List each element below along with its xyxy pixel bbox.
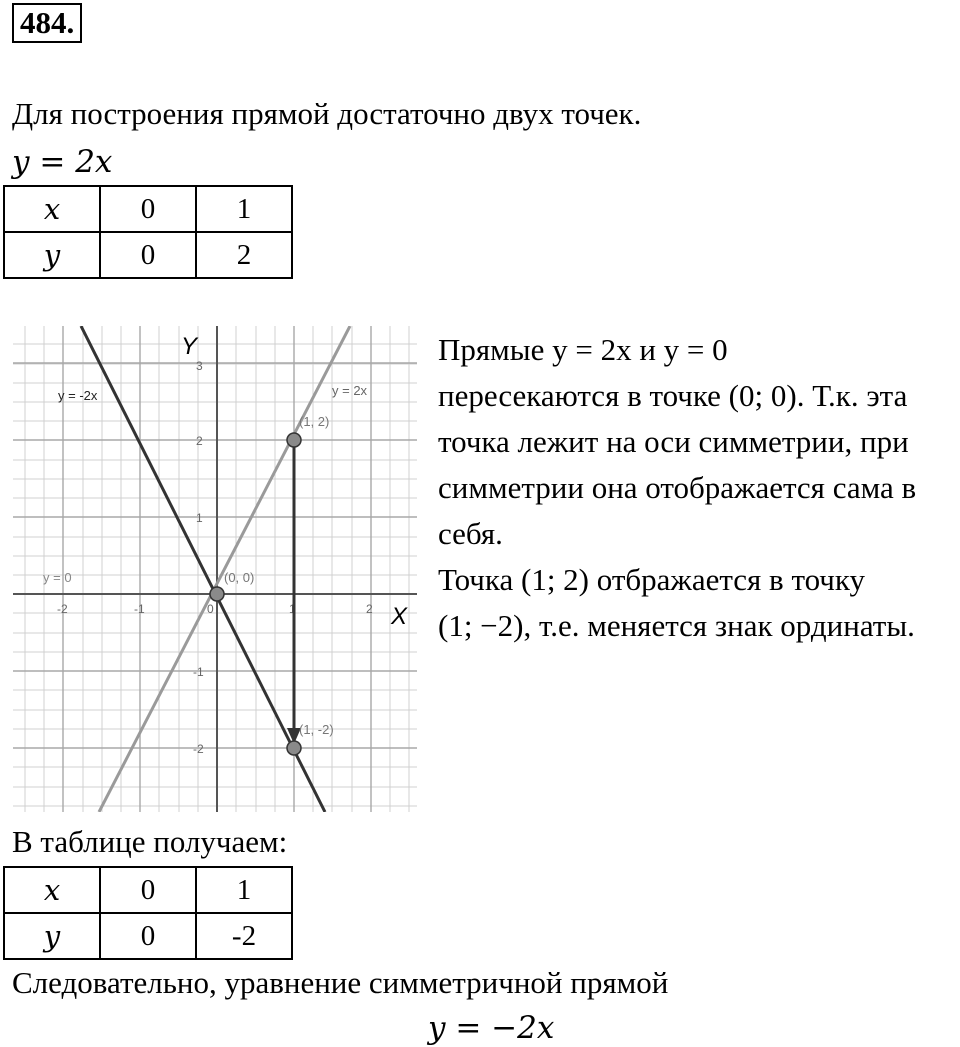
explanation-line: пересекаются в точке (0; 0). Т.к. эта [438, 378, 908, 413]
point-1-2 [287, 433, 301, 447]
explanation-line: симметрии она отображается сама в [438, 470, 917, 505]
explanation-text [438, 327, 958, 649]
y-tick-label: 3 [196, 359, 203, 373]
table-cell: -2 [196, 913, 292, 959]
intro-text: Для построения прямой достаточно двух точек. [12, 96, 642, 131]
point-1-neg2 [287, 741, 301, 755]
table-cell: x [4, 186, 100, 232]
table-row [4, 232, 292, 278]
x-axis-label: X [391, 603, 408, 630]
line-label-y2x: y = 2x [332, 383, 368, 398]
x-tick-label: -1 [134, 602, 145, 616]
table-cell: x [4, 867, 100, 913]
x-tick-label: 0 [207, 602, 214, 616]
line-y-2x [99, 326, 350, 812]
explanation-line: (1; −2), т.е. меняется знак ординаты. [438, 608, 915, 643]
table-row [4, 186, 292, 232]
table-cell: 1 [196, 867, 292, 913]
explanation-line: точка лежит на оси симметрии, при [438, 424, 909, 459]
line-y-neg2x [81, 326, 325, 812]
explanation-line: Точка (1; 2) отбражается в точку [438, 562, 865, 597]
table-cell: 0 [100, 232, 196, 278]
point-label-origin: (0, 0) [224, 570, 255, 585]
table-row [4, 867, 292, 913]
y-tick-label: 2 [196, 434, 203, 448]
y-axis-label: Y [181, 333, 198, 360]
table-caption: В таблице получаем: [12, 824, 288, 859]
explanation-line: Прямые y = 2x и y = 0 [438, 332, 728, 367]
point-label-1-2: (1, 2) [299, 414, 330, 429]
equation-1: y = 2x [12, 144, 113, 180]
y-tick-label: -2 [193, 742, 204, 756]
y-tick-label: -1 [193, 665, 204, 679]
table-cell: y [4, 913, 100, 959]
table-cell: 0 [100, 913, 196, 959]
x-tick-label: -2 [57, 602, 68, 616]
table-cell: 2 [196, 232, 292, 278]
table-cell: 1 [196, 186, 292, 232]
problem-number: 484. [12, 3, 82, 43]
x-tick-label: 2 [366, 602, 373, 616]
coordinate-graph [13, 326, 417, 812]
table-cell: 0 [100, 867, 196, 913]
values-table-2 [3, 866, 293, 960]
line-label-y0: y = 0 [43, 570, 72, 585]
table-row [4, 913, 292, 959]
table-cell: 0 [100, 186, 196, 232]
values-table-1 [3, 185, 293, 279]
y-tick-label: 1 [196, 511, 203, 525]
conclusion-text: Следовательно, уравнение симметричной прямой [12, 965, 669, 1000]
line-label-yneg2x: y = -2x [58, 388, 98, 403]
table-cell: y [4, 232, 100, 278]
final-equation: y = −2x [428, 1010, 555, 1046]
explanation-line: себя. [438, 516, 503, 551]
x-tick-label: 1 [289, 602, 296, 616]
point-label-1-neg2: (1, -2) [299, 722, 334, 737]
point-origin [210, 587, 224, 601]
